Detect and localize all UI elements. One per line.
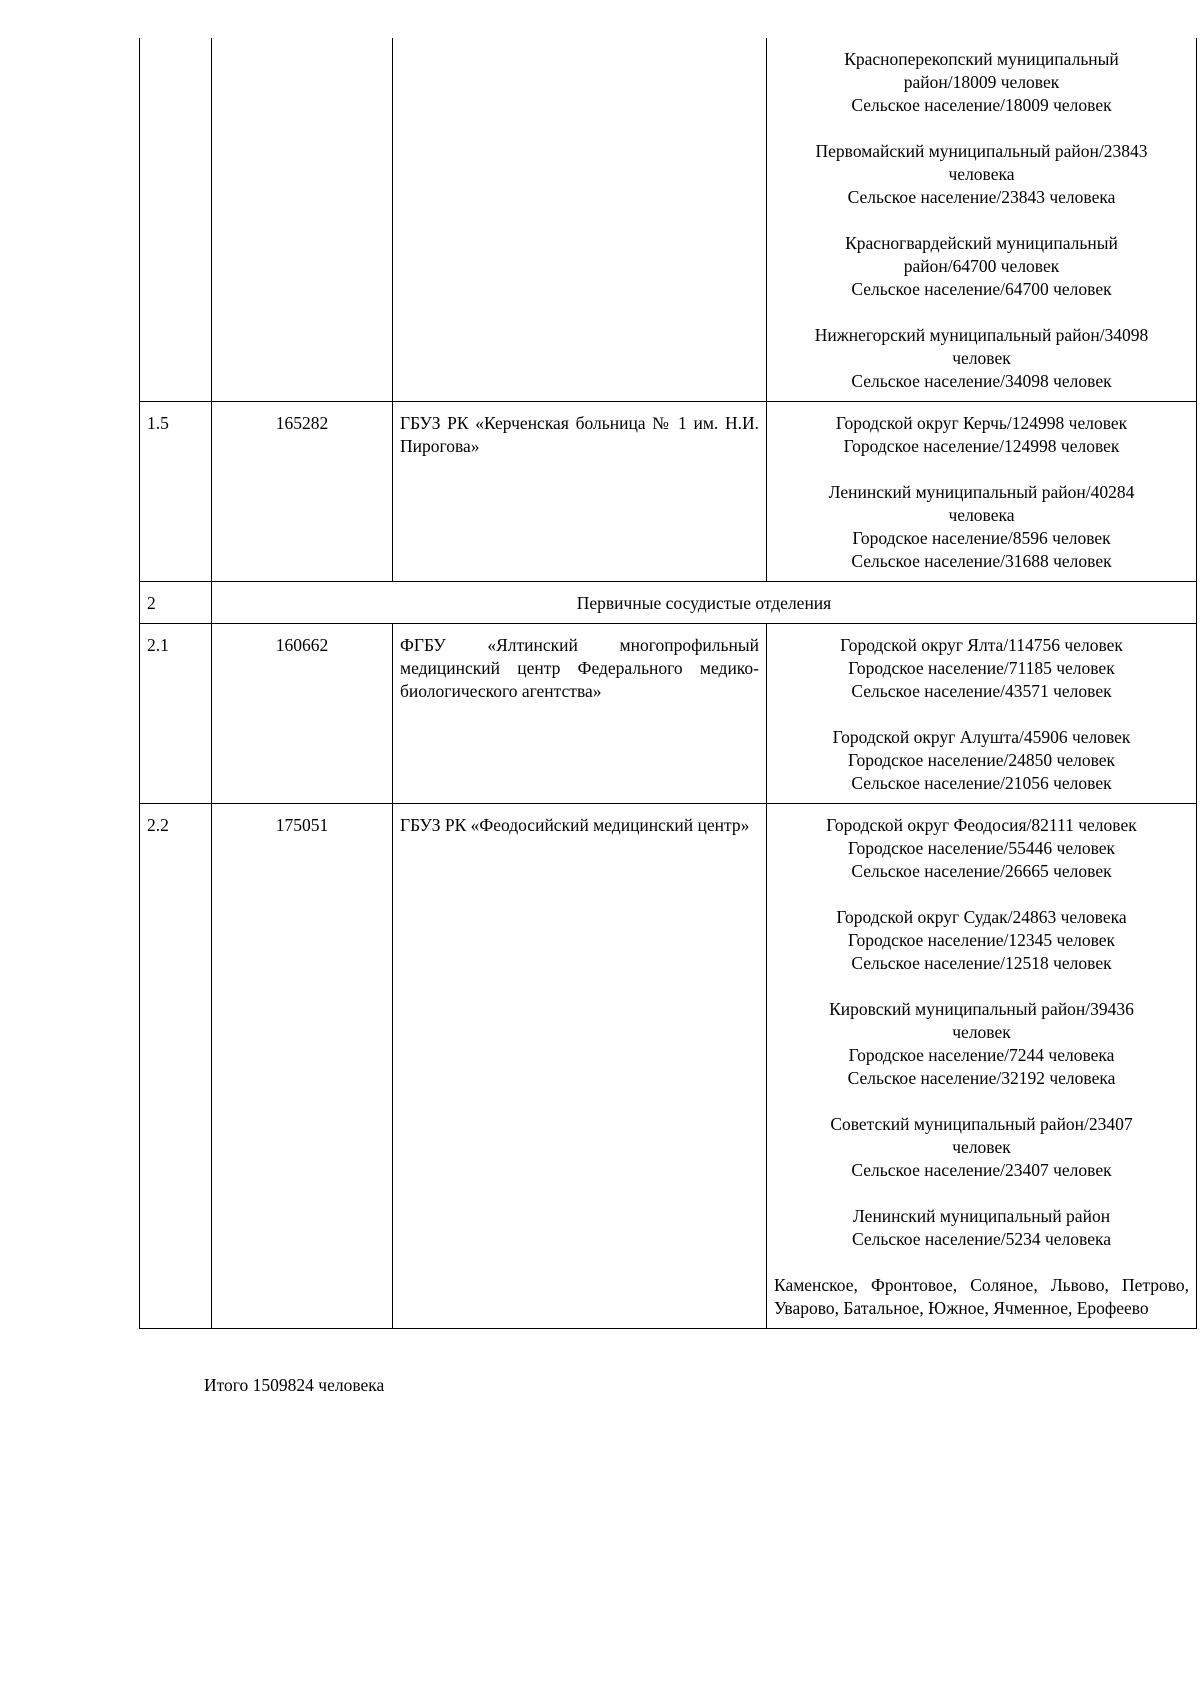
zone-block xyxy=(774,634,1189,703)
zone-block xyxy=(774,726,1189,795)
zone-line: человек xyxy=(952,1137,1011,1157)
table-row xyxy=(140,402,1197,582)
zone-block xyxy=(774,998,1189,1090)
row-number-cell: 1.5 xyxy=(140,402,212,582)
zone-line: Сельское население/32192 человека xyxy=(847,1068,1116,1088)
zone-line: Городской округ Феодосия/82111 человек xyxy=(826,815,1137,835)
zone-line: Сельское население/34098 человек xyxy=(851,371,1112,391)
row-institution-cell: ФГБУ «Ялтинский многопрофильный медицинский центр Федерального медико-биологического агентства» xyxy=(393,624,767,804)
row-zone-cell xyxy=(767,624,1197,804)
zone-line: Сельское население/23407 человек xyxy=(851,1160,1112,1180)
section-row xyxy=(140,582,1197,624)
zone-block xyxy=(774,814,1189,883)
zone-block xyxy=(774,140,1189,209)
zone-line: Городское население/124998 человек xyxy=(843,436,1120,456)
row-zone-cell xyxy=(767,38,1197,402)
row-institution-cell: ГБУЗ РК «Феодосийский медицинский центр» xyxy=(393,804,767,1329)
zone-line: Городской округ Ялта/114756 человек xyxy=(840,635,1123,655)
section-number-cell: 2 xyxy=(140,582,212,624)
zone-line: Советский муниципальный район/23407 xyxy=(830,1114,1133,1134)
zone-line: Городской округ Керчь/124998 человек xyxy=(835,413,1128,433)
total-line: Итого 1509824 человека xyxy=(204,1375,385,1395)
zone-line: Ленинский муниципальный район xyxy=(852,1206,1111,1226)
zone-block xyxy=(774,48,1189,117)
zone-line: Городское население/8596 человек xyxy=(852,528,1111,548)
row-zone-cell xyxy=(767,804,1197,1329)
row-code-cell: 160662 xyxy=(212,624,393,804)
row-number-cell: 2.2 xyxy=(140,804,212,1329)
zone-line: Сельское население/18009 человек xyxy=(851,95,1112,115)
zone-line: Сельское население/26665 человек xyxy=(851,861,1112,881)
zone-line: Нижнегорский муниципальный район/34098 xyxy=(814,325,1149,345)
zone-line: Сельское население/23843 человека xyxy=(847,187,1116,207)
zone-line: Сельское население/5234 человека xyxy=(852,1229,1111,1249)
zone-line: человек xyxy=(952,1022,1011,1042)
zone-block xyxy=(774,1113,1189,1182)
zone-line: Первомайский муниципальный район/23843 xyxy=(815,141,1148,161)
zone-line: Красноперекопский муниципальный xyxy=(844,49,1119,69)
zone-line: Кировский муниципальный район/39436 xyxy=(829,999,1134,1019)
zone-line: Ленинский муниципальный район/40284 xyxy=(828,482,1135,502)
zone-line: Красногвардейский муниципальный xyxy=(845,233,1118,253)
zone-line: человека xyxy=(948,505,1015,525)
zone-line: Сельское население/21056 человек xyxy=(851,773,1112,793)
zone-block xyxy=(774,412,1189,458)
zone-line: Городской округ Судак/24863 человека xyxy=(836,907,1127,927)
zone-block xyxy=(774,232,1189,301)
section-title: Первичные сосудистые отделения xyxy=(212,582,1197,624)
row-institution-cell: ГБУЗ РК «Керченская больница № 1 им. Н.И. Пирогова» xyxy=(393,402,767,582)
row-code-cell: 165282 xyxy=(212,402,393,582)
row-code-cell: 175051 xyxy=(212,804,393,1329)
table-row xyxy=(140,804,1197,1329)
row-zone-cell xyxy=(767,402,1197,582)
zone-line: Городское население/12345 человек xyxy=(847,930,1116,950)
zone-block xyxy=(774,1205,1189,1251)
zone-line: Городское население/24850 человек xyxy=(847,750,1116,770)
zone-line: район/64700 человек xyxy=(903,256,1060,276)
zone-line: Сельское население/12518 человек xyxy=(851,953,1112,973)
zone-line: район/18009 человек xyxy=(903,72,1060,92)
table-row xyxy=(140,38,1197,402)
zone-line: Сельское население/64700 человек xyxy=(851,279,1112,299)
row-code-cell xyxy=(212,38,393,402)
row-number-cell: 2.1 xyxy=(140,624,212,804)
zone-line: Городской округ Алушта/45906 человек xyxy=(832,727,1131,747)
population-table xyxy=(139,38,1197,1329)
zone-line: человек xyxy=(952,348,1011,368)
row-number-cell xyxy=(140,38,212,402)
table-row xyxy=(140,624,1197,804)
zone-line: Сельское население/43571 человек xyxy=(851,681,1112,701)
zone-line: Сельское население/31688 человек xyxy=(851,551,1112,571)
zone-block xyxy=(774,481,1189,573)
row-institution-cell xyxy=(393,38,767,402)
zone-line: человека xyxy=(948,164,1015,184)
zone-line: Городское население/7244 человека xyxy=(848,1045,1115,1065)
zone-line: Городское население/71185 человек xyxy=(848,658,1115,678)
zone-line: Городское население/55446 человек xyxy=(847,838,1116,858)
settlements-list: Каменское, Фронтовое, Соляное, Львово, Петрово, Уварово, Батальное, Южное, Ячменное, Ерофеево xyxy=(774,1275,1189,1318)
zone-block xyxy=(774,324,1189,393)
zone-block xyxy=(774,906,1189,975)
